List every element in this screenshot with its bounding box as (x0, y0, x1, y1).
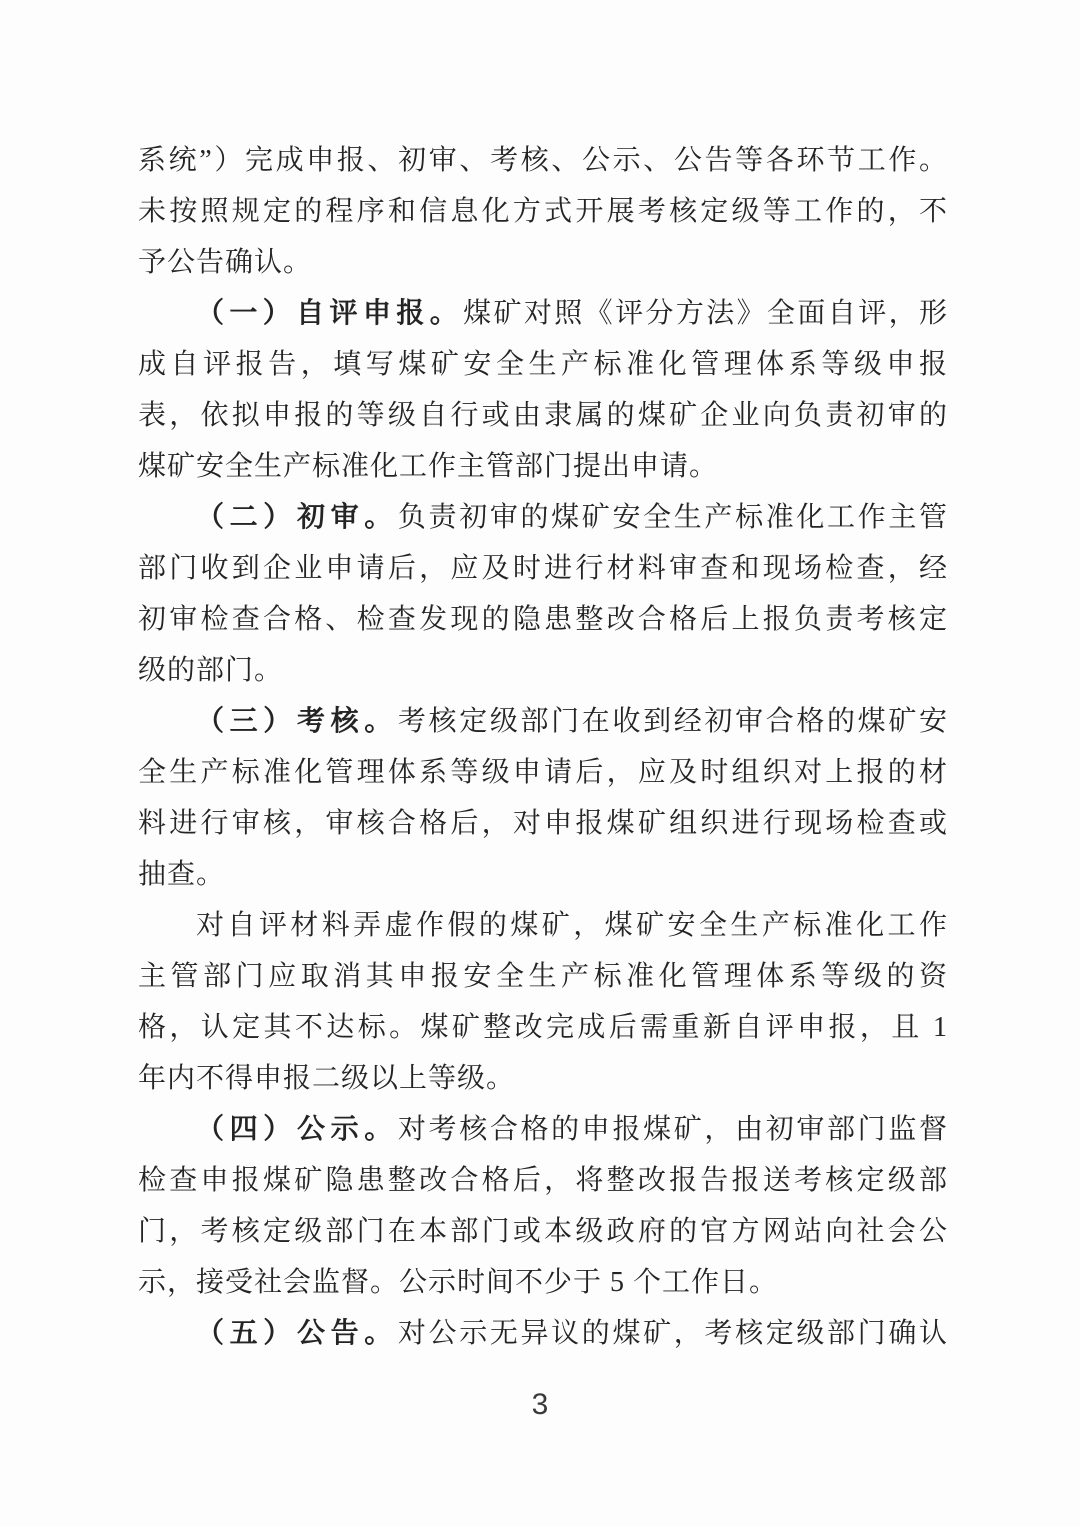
text-line: 格，认定其不达标。煤矿整改完成后需重新自评申报，且 1 (138, 1012, 948, 1043)
text-line: 部门收到企业申请后，应及时进行材料审查和现场检查，经 (138, 553, 948, 584)
text-line: 成自评报告，填写煤矿安全生产标准化管理体系等级申报 (138, 349, 948, 380)
text-line: 主管部门应取消其申报安全生产标准化管理体系等级的资 (138, 961, 948, 992)
section-heading: （二）初审。 (196, 502, 398, 533)
document-body (138, 135, 948, 1359)
text-line: （一）自评申报。煤矿对照《评分方法》全面自评，形 (196, 298, 948, 329)
section-heading: （一）自评申报。 (196, 298, 464, 329)
text-line: （二）初审。负责初审的煤矿安全生产标准化工作主管 (196, 502, 948, 533)
text-line: 级的部门。 (138, 655, 284, 686)
text-line: 系统”）完成申报、初审、考核、公示、公告等各环节工作。 (138, 145, 948, 176)
section-heading: （三）考核。 (196, 706, 398, 737)
text-line: 抽查。 (138, 859, 226, 890)
text-line: 对自评材料弄虚作假的煤矿，煤矿安全生产标准化工作 (196, 910, 948, 941)
text-line: 煤矿安全生产标准化工作主管部门提出申请。 (138, 451, 719, 482)
section-heading: （五）公告。 (196, 1318, 398, 1349)
text-line: 年内不得申报二级以上等级。 (138, 1063, 516, 1094)
text-line: 料进行审核，审核合格后，对申报煤矿组织进行现场检查或 (138, 808, 948, 839)
section-heading: （四）公示。 (196, 1114, 398, 1145)
text-line: （四）公示。对考核合格的申报煤矿，由初审部门监督 (196, 1114, 948, 1145)
text-line: 检查申报煤矿隐患整改合格后，将整改报告报送考核定级部 (138, 1165, 948, 1196)
text-line: 表，依拟申报的等级自行或由隶属的煤矿企业向负责初审的 (138, 400, 948, 431)
text-line: 予公告确认。 (138, 247, 313, 278)
text-line: 门，考核定级部门在本部门或本级政府的官方网站向社会公 (138, 1216, 948, 1247)
text-line: 未按照规定的程序和信息化方式开展考核定级等工作的，不 (138, 196, 948, 227)
text-line: 示，接受社会监督。公示时间不少于 5 个工作日。 (138, 1267, 779, 1298)
page-number: 3 (531, 1388, 549, 1421)
text-line: 初审检查合格、检查发现的隐患整改合格后上报负责考核定 (138, 604, 948, 635)
text-line: （三）考核。考核定级部门在收到经初审合格的煤矿安 (196, 706, 948, 737)
text-line: （五）公告。对公示无异议的煤矿，考核定级部门确认 (196, 1318, 948, 1349)
text-line: 全生产标准化管理体系等级申请后，应及时组织对上报的材 (138, 757, 948, 788)
